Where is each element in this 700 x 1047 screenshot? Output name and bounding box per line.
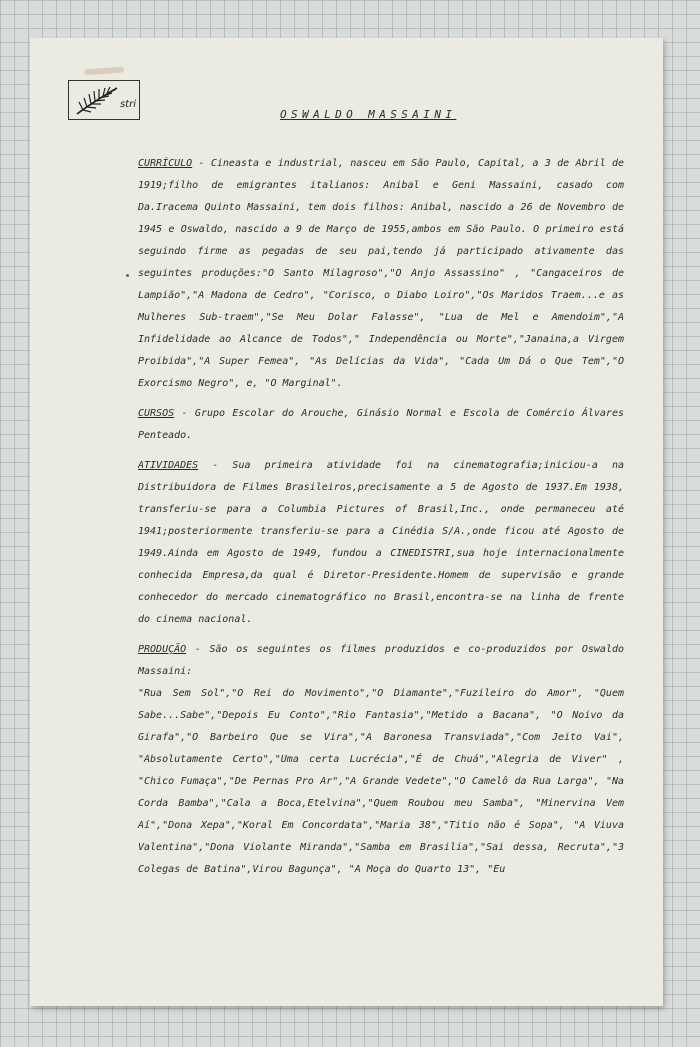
document-body [138,153,624,881]
section-heading: PRODUÇÃO [138,644,187,655]
section-text: - Grupo Escolar do Arouche, Ginásio Normal e Escola de Comércio Álvares Penteado. [138,408,624,441]
document-page [30,38,663,1006]
films-list [138,683,624,881]
section-text: - Cineasta e industrial, nasceu em São Paulo, Capital, a 3 de Abril de 1919;filho de emigrantes italianos: Anibal e Geni Massaini, casado com Da.Iracema Quinto Massaini, tem dois filhos: Anibal, nascido a 26 de Novembro de 1945 e Oswaldo, nascido a 9 de Março de 1955,ambos em São Paulo. O primeiro está seguindo firme as pegadas de seu pai,tendo já participado ativamente das seguintes produções:"O Santo Milagroso","O Anjo Assassino" , "Cangaceiros de Lampião","A Madona de Cedro", "Corisco, o Diabo Loiro","Os Maridos Traem...e as Mulheres Sub-traem","Se Meu Dolar Falasse", "Lua de Mel e Amendoim","A Infidelidade ao Alcance de Todos"," Independência ou Morte","Janaina,a Virgem Proibida","A Super Femea", "As Delícias da Vida", "Cada Um Dá o Que Tem","O Exorcismo Negro", e, "O Marginal". [138,158,624,389]
section-heading: CURSOS [138,408,175,419]
section-heading: CURRÍCULO [138,158,193,169]
cinedistri-logo [68,80,140,120]
pencil-dot [126,274,129,277]
palm-branch-icon [73,84,123,118]
section-cursos [138,403,624,447]
section-curriculo [138,153,624,395]
section-producao [138,639,624,683]
page-title: OSWALDO MASSAINI [280,108,457,121]
section-text: - São os seguintes os filmes produzidos e co-produzidos por Oswaldo Massaini: [138,644,624,677]
section-atividades [138,455,624,631]
section-heading: ATIVIDADES [138,460,199,471]
logo-text: stri [119,99,136,110]
films-text: "Rua Sem Sol","O Rei do Movimento","O Diamante","Fuzileiro do Amor", "Quem Sabe...Sabe","Depois Eu Conto","Rio Fantasia","Metido a Bacana", "O Noivo da Girafa","O Barbeiro Que se Vira","A Baronesa Transviada","Com Jeito Vai", "Absolutamente Certo","Uma certa Lucrécia","É de Chuá","Alegria de Viver" , "Chico Fumaça","De Pernas Pro Ar","A Grande Vedete","O Camelô da Rua Larga", "Na Corda Bamba","Cala a Boca,Etelvina","Quem Roubou meu Samba", "Minervina Vem Aí","Dona Xepa","Koral Em Concordata","Maria 38","Titio não é Sopa", "A Viuva Valentina","Dona Violante Miranda","Samba em Brasilia","Sai dessa, Recruta","3 Colegas de Batina",Virou Bagunça", "A Moça do Quarto 13", "Eu [138,688,624,875]
section-text: - Sua primeira atividade foi na cinematografia;iniciou-a na Distribuidora de Filmes Brasileiros,precisamente a 5 de Agosto de 1937.Em 1938, transferiu-se para a Columbia Pictures of Brasil,Inc., onde permaneceu até 1941;posteriormente transferiu-se para a Cinédia S/A.,onde ficou até Agosto de 1949.Ainda em Agosto de 1949, fundou a CINEDISTRI,sua hoje internacionalmente conhecida Empresa,da qual é Diretor-Presidente.Homem de supervisão e grande conhecedor do mercado cinematográfico no Brasil,encontra-se na linha de frente do cinema nacional. [138,460,624,625]
stain-mark [84,67,124,76]
